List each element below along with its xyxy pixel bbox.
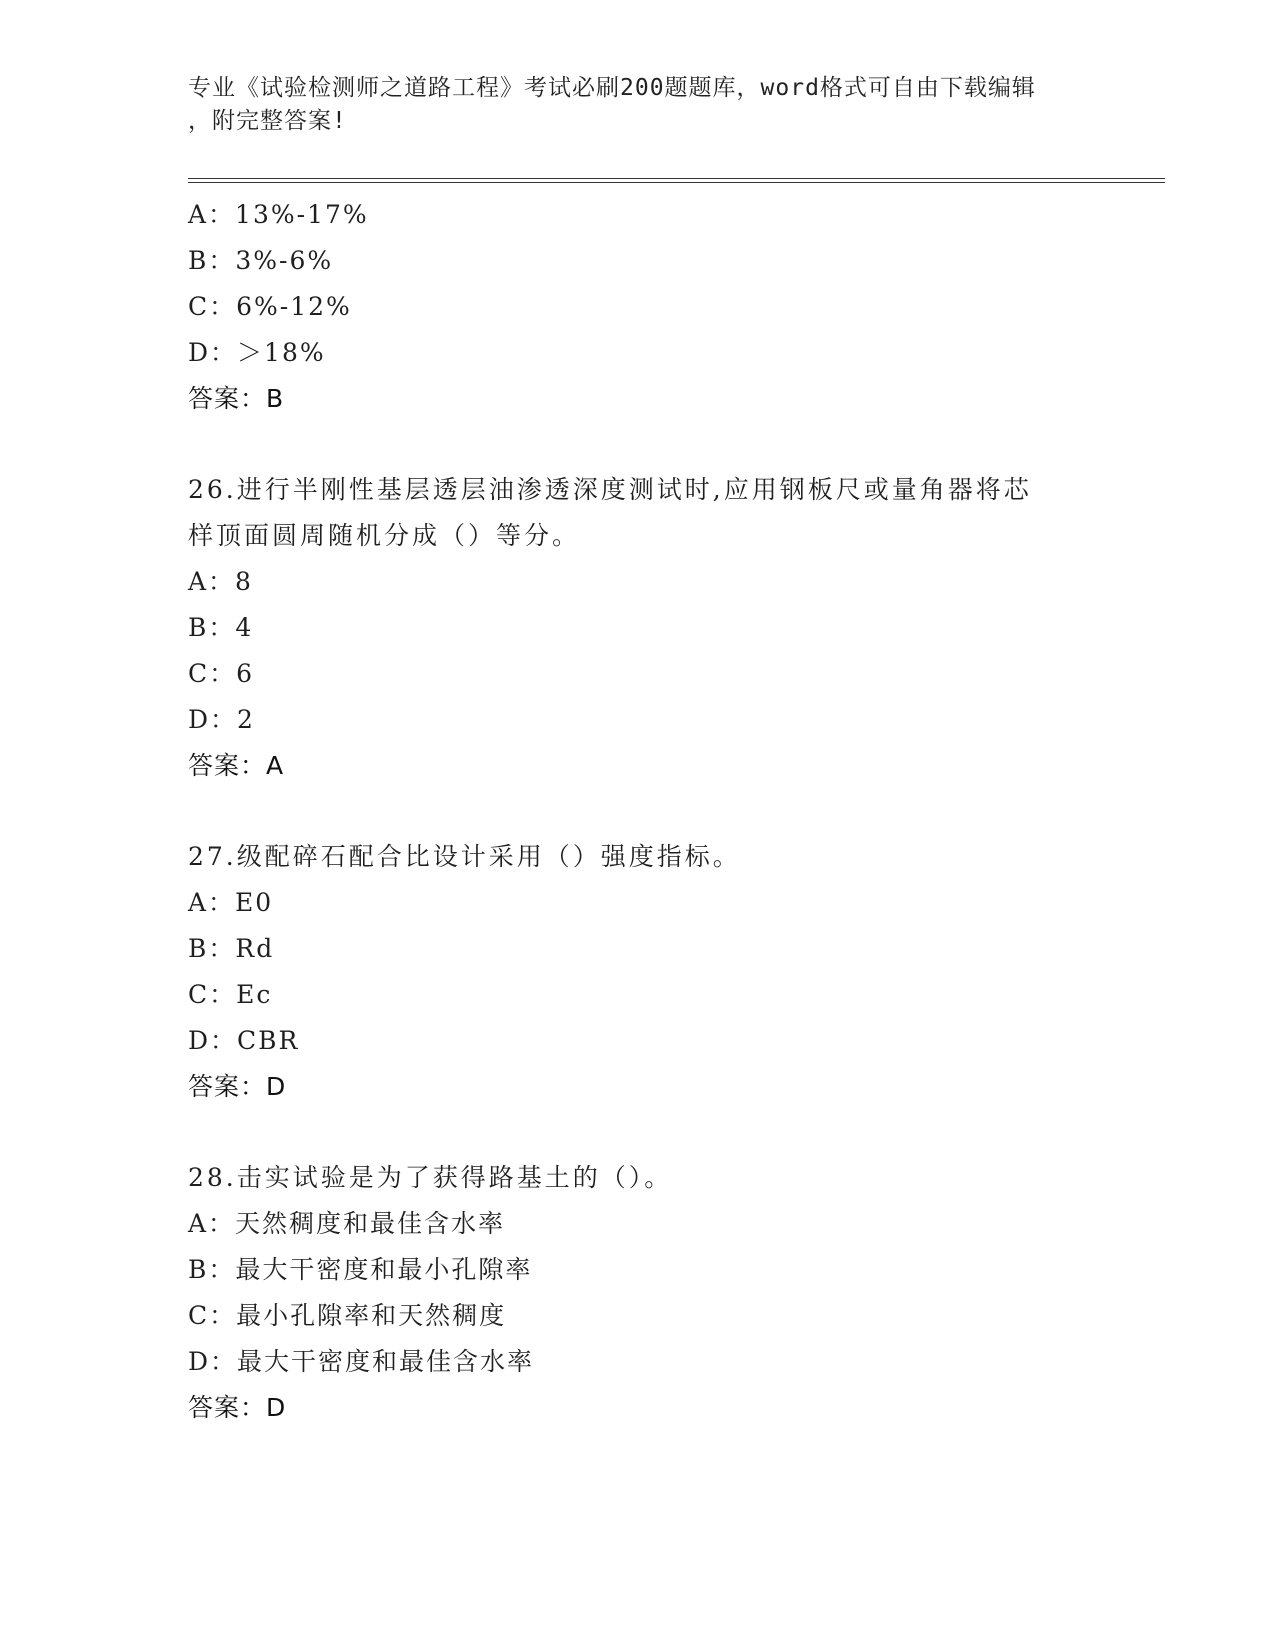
question-text: 27.级配碎石配合比设计采用（）强度指标。	[188, 842, 741, 871]
question-content	[188, 192, 1068, 1431]
document-header	[188, 72, 1088, 138]
answer-line: 答案：D	[188, 1393, 287, 1422]
spacer	[188, 422, 1068, 467]
option-c: C：6	[188, 659, 255, 688]
question-25-block	[188, 192, 1068, 422]
option-a: A：E0	[188, 888, 274, 917]
option-d: D：2	[188, 705, 255, 734]
option-b: B：4	[188, 613, 254, 642]
header-line-2: ，附完整答案!	[188, 108, 347, 134]
answer-line: 答案：D	[188, 1072, 287, 1101]
header-line-1: 专业《试验检测师之道路工程》考试必刷200题题库，word格式可自由下载编辑	[188, 75, 1036, 101]
option-b: B：最大干密度和最小孔隙率	[188, 1255, 533, 1284]
header-double-rule	[188, 178, 1165, 183]
option-d: D：CBR	[188, 1026, 300, 1055]
option-c: C：6%-12%	[188, 292, 352, 321]
question-27-block	[188, 834, 1068, 1110]
option-d: D：最大干密度和最佳含水率	[188, 1347, 535, 1376]
option-b: B：3%-6%	[188, 246, 334, 275]
spacer	[188, 789, 1068, 834]
question-text: 28.击实试验是为了获得路基土的（）。	[188, 1163, 673, 1192]
option-c: C：最小孔隙率和天然稠度	[188, 1301, 507, 1330]
option-a: A：8	[188, 567, 253, 596]
spacer	[188, 1110, 1068, 1155]
answer-line: 答案：B	[188, 384, 285, 413]
question-28-block	[188, 1155, 1068, 1431]
option-b: B：Rd	[188, 934, 275, 963]
question-text-line-1: 26.进行半刚性基层透层油渗透深度测试时,应用钢板尺或量角器将芯	[188, 475, 1032, 504]
option-c: C：Ec	[188, 980, 273, 1009]
option-a: A：天然稠度和最佳含水率	[188, 1209, 506, 1238]
option-d: D：＞18%	[188, 338, 326, 367]
question-text-line-2: 样顶面圆周随机分成（）等分。	[188, 521, 581, 550]
question-26-block	[188, 467, 1068, 789]
answer-line: 答案：A	[188, 751, 285, 780]
option-a: A：13%-17%	[188, 200, 369, 229]
